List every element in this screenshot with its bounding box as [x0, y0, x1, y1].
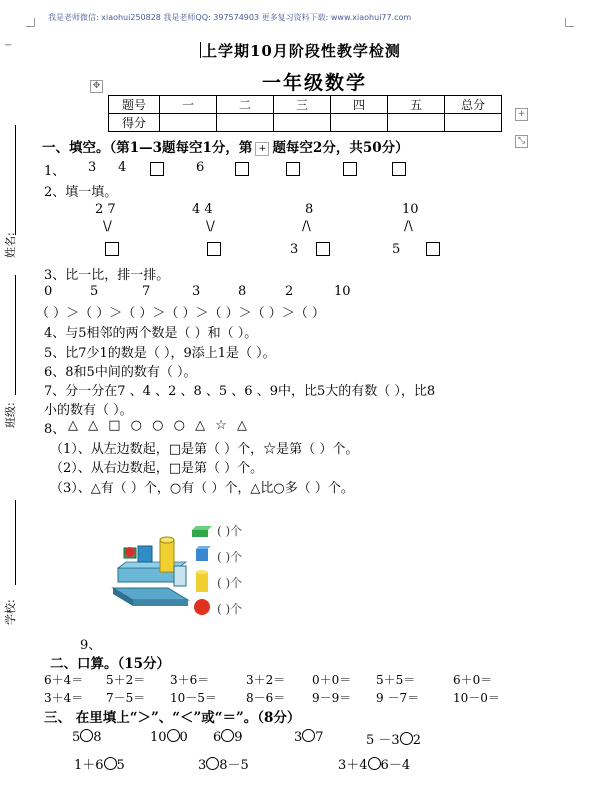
page-corner-mark — [26, 18, 35, 27]
split-given-number: 3 — [290, 242, 299, 257]
split-top-numbers: 4 4 — [192, 202, 213, 217]
answer-box[interactable] — [392, 160, 406, 179]
table-cell[interactable]: 得分 — [109, 114, 160, 132]
q3-number: 0 — [44, 284, 53, 299]
table-cell[interactable]: 二 — [217, 96, 274, 114]
count-blank[interactable]: ( )个 — [217, 550, 243, 564]
compare-item: 1＋6 5 — [74, 758, 125, 773]
oral-calc-item: 7－5＝ — [106, 691, 146, 705]
answer-box[interactable] — [286, 160, 300, 179]
section3-heading: 三、 在里填上“＞”、“＜”或“＝”。（8分） — [44, 710, 301, 726]
q1-number: 4 — [118, 160, 127, 175]
q8-label: 8、 — [44, 422, 66, 437]
table-move-handle-icon[interactable]: ✥ — [90, 80, 103, 93]
oral-calc-item: 5＋2＝ — [106, 673, 146, 687]
oral-calc-item: 0＋0＝ — [312, 673, 352, 687]
table-cell[interactable]: 一 — [160, 96, 217, 114]
compare-circle[interactable] — [368, 757, 381, 770]
text-cursor — [200, 42, 201, 58]
answer-box[interactable] — [105, 240, 119, 259]
minus-icon: − — [4, 40, 13, 51]
shape-legend — [190, 522, 214, 617]
table-cell[interactable]: 四 — [331, 96, 388, 114]
answer-box[interactable] — [426, 240, 440, 259]
answer-box[interactable] — [150, 160, 164, 179]
q3-number: 5 — [90, 284, 99, 299]
score-table-header-row — [109, 96, 502, 114]
document-subtitle: 一年级数学 — [262, 72, 368, 94]
q1-label: 1、 — [44, 164, 66, 179]
q3-number: 7 — [142, 284, 151, 299]
oral-calc-item: 10－0＝ — [453, 691, 500, 705]
compare-circle[interactable] — [80, 729, 93, 742]
split-symbol: \/ — [103, 219, 112, 234]
oral-calc-item: 8－6＝ — [246, 691, 286, 705]
count-blank[interactable]: ( )个 — [217, 524, 243, 538]
binding-line — [15, 125, 16, 235]
compare-item: 10 0 — [150, 730, 188, 745]
split-symbol: /\ — [302, 219, 311, 234]
oral-calc-item: 9 －7＝ — [376, 691, 420, 705]
compare-circle[interactable] — [221, 729, 234, 742]
q8-sub1: （1）、从左边数起，□是第（ ）个，☆是第（ ）个。 — [50, 442, 359, 457]
compare-item: 5 －3 2 — [366, 733, 421, 748]
document-title: 上学期10月阶段性教学检测 — [202, 42, 401, 60]
section1-heading: 一、填空。（第1—3题每空1分，第 + 题每空2分，共50分） — [42, 140, 409, 156]
table-cell[interactable]: 总分 — [445, 96, 502, 114]
q3-number: 8 — [238, 284, 247, 299]
class-label: 班级: — [4, 402, 17, 428]
binding-line — [15, 500, 16, 585]
answer-box[interactable] — [343, 160, 357, 179]
add-column-icon[interactable]: + — [515, 108, 528, 121]
q9-label: 9、 — [80, 638, 102, 653]
oral-calc-item: 3＋4＝ — [44, 691, 84, 705]
compare-circle[interactable] — [104, 757, 117, 770]
q4-text: 4、与5相邻的两个数是（ ）和（ ）。 — [44, 326, 258, 341]
oral-calc-item: 6＋0＝ — [453, 673, 493, 687]
compare-circle[interactable] — [167, 729, 180, 742]
q8-shapes-row: △ △ □ ○ ○ ○ △ ☆ △ — [68, 418, 248, 433]
compare-item: 6 9 — [213, 730, 243, 745]
q8-sub2: （2）、从右边数起，□是第（ ）个。 — [50, 461, 264, 476]
compare-circle[interactable] — [206, 757, 219, 770]
split-symbol: /\ — [404, 219, 413, 234]
block-toy-illustration — [108, 518, 198, 610]
table-cell[interactable] — [160, 114, 217, 132]
q7-text-continued: 小的数有（ ）。 — [44, 403, 133, 418]
table-resize-handle-icon[interactable]: ⤡ — [515, 135, 528, 148]
compare-item: 3 8－5 — [198, 758, 249, 773]
table-cell[interactable] — [217, 114, 274, 132]
answer-box[interactable] — [235, 160, 249, 179]
compare-item: 3＋4 6－4 — [338, 758, 411, 773]
oral-calc-item: 6＋4＝ — [44, 673, 84, 687]
insert-plus-icon[interactable]: + — [255, 142, 269, 156]
oral-calc-item: 10－5＝ — [170, 691, 217, 705]
oral-calc-item: 9－9＝ — [312, 691, 352, 705]
table-cell[interactable]: 题号 — [109, 96, 160, 114]
table-cell[interactable]: 三 — [274, 96, 331, 114]
table-cell[interactable] — [388, 114, 445, 132]
answer-box[interactable] — [207, 240, 221, 259]
score-table-score-row — [109, 114, 502, 132]
split-symbol: \/ — [206, 219, 215, 234]
q5-text: 5、比7少1的数是（ ），9添上1是（ ）。 — [44, 346, 276, 361]
table-cell[interactable] — [445, 114, 502, 132]
compare-circle[interactable] — [400, 732, 413, 745]
school-label: 学校: — [4, 599, 17, 625]
compare-item: 3 7 — [294, 730, 324, 745]
binding-line — [15, 275, 16, 395]
section2-heading: 二、口算。（15分） — [50, 656, 171, 672]
q1-number: 3 — [88, 160, 97, 175]
oral-calc-item: 3＋2＝ — [246, 673, 286, 687]
table-cell[interactable] — [331, 114, 388, 132]
q3-number: 3 — [192, 284, 201, 299]
compare-circle[interactable] — [302, 729, 315, 742]
table-cell[interactable]: 五 — [388, 96, 445, 114]
q6-text: 6、8和5中间的数有（ ）。 — [44, 365, 197, 380]
score-table — [108, 95, 502, 132]
split-top-number: 8 — [305, 202, 314, 217]
name-label: 姓名: — [4, 232, 17, 258]
answer-box[interactable] — [316, 240, 330, 259]
oral-calc-item: 3＋6＝ — [170, 673, 210, 687]
split-top-numbers: 2 7 — [95, 202, 116, 217]
q8-sub3: （3）、△有（ ）个，○有（ ）个，△比○多（ ）个。 — [50, 481, 354, 496]
q3-label: 3、比一比，排一排。 — [44, 268, 170, 283]
page-corner-mark — [565, 18, 574, 27]
q3-number: 10 — [334, 284, 351, 299]
q3-number: 2 — [285, 284, 294, 299]
q1-number: 6 — [196, 160, 205, 175]
compare-item: 5 8 — [72, 730, 102, 745]
q2-label: 2、填一填。 — [44, 185, 118, 200]
header-note: 我是老师微信: xiaohui250828 我是老师QQ: 397574903 更多复习资料下载: www.xiaohui77.com — [48, 13, 412, 22]
count-blank[interactable]: ( )个 — [217, 576, 243, 590]
split-top-number: 10 — [402, 202, 419, 217]
oral-calc-item: 5＋5＝ — [376, 673, 416, 687]
table-cell[interactable] — [274, 114, 331, 132]
split-given-number: 5 — [392, 242, 401, 257]
count-blank[interactable]: ( )个 — [217, 602, 243, 616]
q7-text: 7、分一分在7 、4 、2 、8 、5 、6 、9中，比5大的有数（ ），比8 — [44, 384, 436, 399]
q3-order-blanks[interactable]: （ ）＞（ ）＞（ ）＞（ ）＞（ ）＞（ ）＞（ ） — [36, 306, 325, 321]
